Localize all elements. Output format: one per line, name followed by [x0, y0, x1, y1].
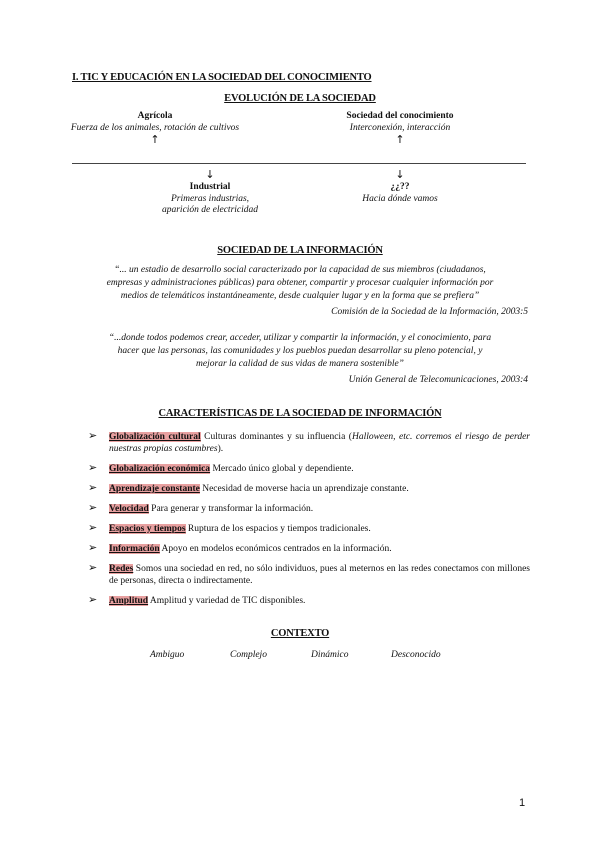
timeline-line — [72, 163, 526, 164]
feature-term: Espacios y tiempos — [109, 524, 186, 534]
up-arrow-icon: ↑ — [395, 133, 405, 146]
feature-text: ). — [217, 444, 224, 454]
info-title: SOCIEDAD DE LA INFORMACIÓN — [217, 245, 383, 256]
context-word: Complejo — [230, 650, 267, 660]
list-item — [88, 543, 530, 555]
quote-line: hacer que las personas, las comunidades y los pueblos puedan desarrollar su pleno potencial, y — [117, 346, 483, 356]
stage-agricola-title: Agrícola — [137, 111, 173, 121]
arrowhead-bullet-icon: ➢ — [88, 501, 98, 514]
list-item — [88, 595, 530, 607]
feature-text: Necesidad de moverse hacia un aprendizaje constante. — [199, 484, 409, 494]
feature-text: Amplitud y variedad de TIC disponibles. — [148, 596, 306, 606]
quote-1 — [72, 264, 528, 317]
feature-text: Apoyo en modelos económicos centrados en la información. — [159, 544, 392, 554]
arrowhead-bullet-icon: ➢ — [88, 481, 98, 494]
feature-term: Globalización cultural — [109, 432, 201, 442]
feature-text: Somos una sociedad en red, no sólo individuos, pues al meternos en las redes conectamos con millones de personas, directa o indirectamente. — [109, 564, 530, 586]
context-word: Ambiguo — [150, 650, 185, 660]
list-item — [88, 431, 530, 455]
feature-term: Velocidad — [109, 504, 149, 514]
stage-industrial — [130, 168, 290, 215]
stage-industrial-desc: aparición de electricidad — [161, 205, 259, 215]
arrowhead-bullet-icon: ➢ — [88, 541, 98, 554]
feature-term: Amplitud — [109, 596, 149, 606]
list-item — [88, 523, 530, 535]
quote-line: medios de telemáticos instantáneamente, desde cualquier lugar y en la forma que se prefiera” — [120, 291, 480, 301]
quote-line: “... un estadio de desarrollo social caracterizado por la capacidad de sus miembros (ciudadanos, — [114, 265, 486, 275]
quote-line: “...donde todos podemos crear, acceder, utilizar y compartir la información, y el conocimiento, para — [108, 333, 492, 343]
arrowhead-bullet-icon: ➢ — [88, 461, 98, 474]
quote-source: Unión General de Telecomunicaciones, 2003:4 — [348, 375, 528, 385]
arrowhead-bullet-icon: ➢ — [88, 561, 98, 574]
list-item — [88, 563, 530, 587]
stage-futuro-desc: Hacia dónde vamos — [362, 194, 438, 204]
quote-line: mejorar la calidad de sus vidas de manera sostenible” — [196, 359, 404, 369]
down-arrow-icon: ↓ — [395, 168, 405, 181]
stage-agricola-desc: Fuerza de los animales, rotación de cultivos — [70, 123, 240, 133]
characteristics-title: CARACTERÍSTICAS DE LA SOCIEDAD DE INFORMACIÓN — [158, 408, 442, 419]
feature-term: Redes — [109, 564, 134, 574]
feature-text: Ruptura de los espacios y tiempos tradicionales. — [185, 524, 371, 534]
arrowhead-bullet-icon: ➢ — [88, 521, 98, 534]
feature-text: Mercado único global y dependiente. — [210, 464, 354, 474]
list-item — [88, 503, 530, 515]
evolution-title: EVOLUCIÓN DE LA SOCIEDAD — [224, 93, 376, 104]
up-arrow-icon: ↑ — [150, 133, 160, 146]
stage-conocimiento-desc: Interconexión, interacción — [349, 123, 451, 133]
stage-futuro-title: ¿¿?? — [390, 182, 410, 192]
list-item — [88, 463, 530, 475]
feature-term: Globalización económica — [109, 464, 211, 474]
context-title: CONTEXTO — [270, 628, 330, 639]
stage-conocimiento-title: Sociedad del conocimiento — [346, 111, 454, 121]
stage-industrial-title: Industrial — [189, 182, 231, 192]
feature-text: Para generar y transformar la información. — [148, 504, 314, 514]
feature-term: Aprendizaje constante — [109, 484, 200, 494]
quote-line: empresas y administraciones públicas) para obtener, compartir y procesar cualquier información por — [106, 278, 494, 288]
arrowhead-bullet-icon: ➢ — [88, 593, 98, 606]
quote-source: Comisión de la Sociedad de la Información, 2003:5 — [331, 307, 528, 317]
list-item — [88, 483, 530, 495]
feature-list — [88, 431, 530, 615]
stage-conocimiento — [320, 111, 480, 146]
down-arrow-icon: ↓ — [205, 168, 215, 181]
feature-text: Culturas dominantes y su influencia ( — [200, 432, 352, 442]
arrowhead-bullet-icon: ➢ — [88, 429, 98, 442]
context-word: Desconocido — [391, 650, 441, 660]
feature-term: Información — [109, 544, 160, 554]
stage-agricola — [55, 111, 255, 146]
context-word: Dinámico — [311, 650, 349, 660]
section-title: I. TIC Y EDUCACIÓN EN LA SOCIEDAD DEL CONOCIMIENTO — [72, 72, 372, 83]
stage-futuro — [350, 168, 450, 204]
feature-text-italic: Halloween, etc. corremos el riesgo de perder nuestras propias costumbres — [109, 432, 530, 454]
page-number: 1 — [519, 797, 526, 809]
quote-2 — [72, 332, 528, 385]
stage-industrial-desc: Primeras industrias, — [170, 194, 250, 204]
